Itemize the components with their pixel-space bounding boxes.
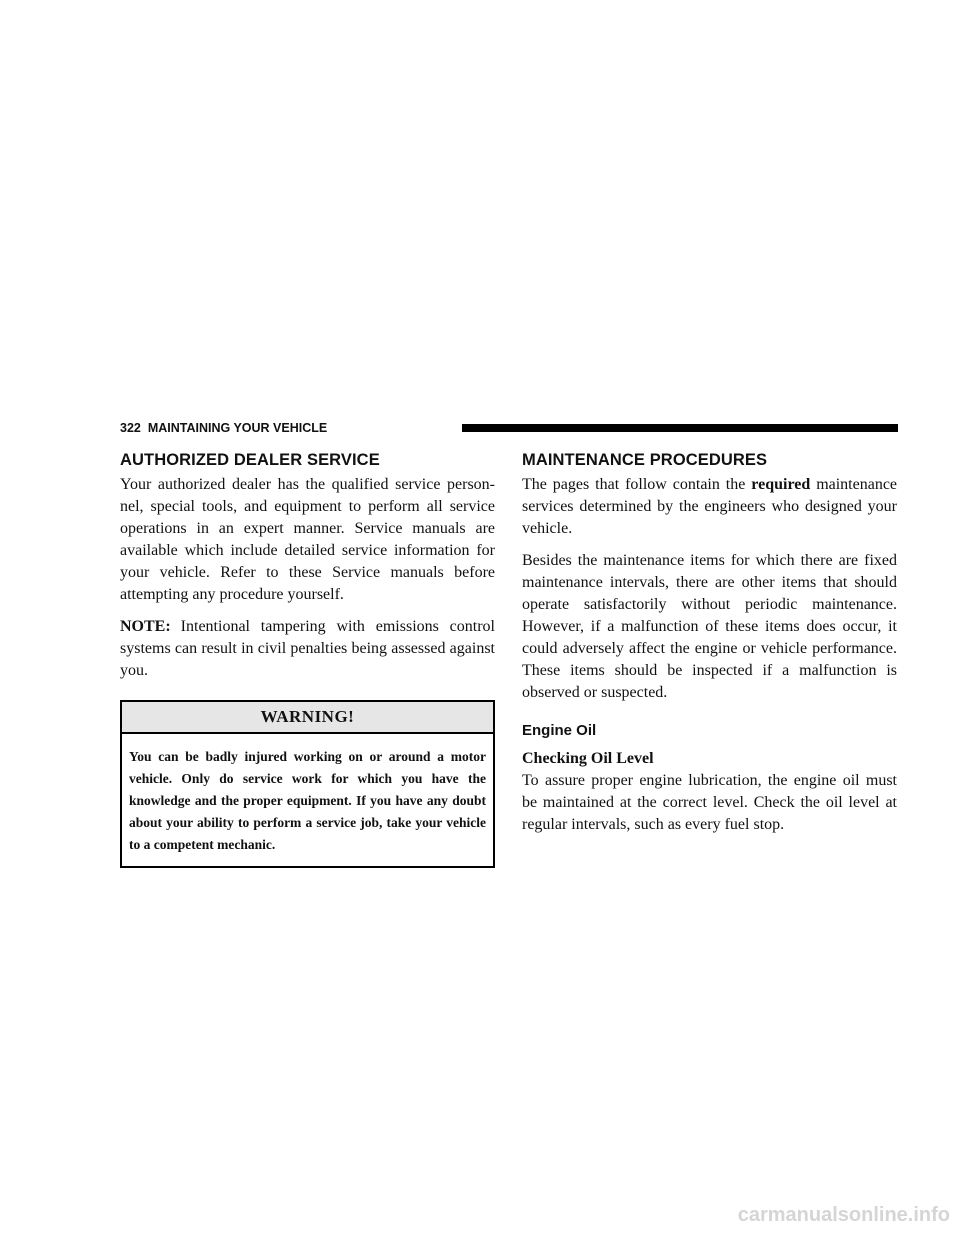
- warning-title: WARNING!: [122, 702, 493, 734]
- maintenance-intro-paragraph: [522, 474, 897, 540]
- page-header: [120, 421, 898, 435]
- page-number: 322: [120, 421, 141, 435]
- dealer-service-paragraph: Your authorized dealer has the qualified service person-nel, special tools, and equipment to perform all service operations in an expert manner. Service manuals are available which include detailed service information for your vehicle. Refer to these Service manuals before attempting any procedure yourself.: [120, 476, 495, 603]
- dealer-service-heading: AUTHORIZED DEALER SERVICE: [120, 451, 380, 469]
- right-column: [522, 450, 897, 846]
- note-paragraph: [120, 616, 495, 682]
- note-label: NOTE:: [120, 618, 171, 635]
- watermark: carmanualsonline.info: [737, 1204, 950, 1226]
- warning-text: You can be badly injured working on or around a motor vehicle. Only do service work for which you have the knowledge and the proper equipment. If you have any doubt about your ability to perform a service job, take your vehicle to a competent mechanic.: [129, 749, 486, 852]
- engine-oil-heading: Engine Oil: [522, 722, 597, 739]
- header-rule: [462, 424, 898, 432]
- left-column: [120, 450, 495, 868]
- intro-before: The pages that follow contain the: [522, 476, 746, 493]
- oil-level-paragraph: To assure proper engine lubrication, the engine oil must be maintained at the correct level. Check the oil level at regular intervals, such as every fuel stop.: [522, 772, 897, 833]
- warning-box: [120, 700, 495, 868]
- note-text: Intentional tampering with emissions control systems can result in civil penalties being assessed against you.: [120, 618, 495, 679]
- intro-required: required: [751, 476, 811, 493]
- checking-oil-level-heading: Checking Oil Level: [522, 750, 654, 767]
- maintenance-items-paragraph: Besides the maintenance items for which there are fixed maintenance intervals, there are other items that should operate satisfactorily without periodic maintenance. However, if a malfunction of these items does occur, it could adversely affect the engine or vehicle performance. These items should be inspected if a malfunction is observed or suspected.: [522, 552, 897, 701]
- intro-after: maintenance services determined by the engineers who designed your vehicle.: [522, 476, 898, 537]
- header-text: [120, 421, 335, 435]
- maintenance-procedures-heading: MAINTENANCE PROCEDURES: [522, 451, 768, 469]
- section-title: MAINTAINING YOUR VEHICLE: [147, 421, 328, 435]
